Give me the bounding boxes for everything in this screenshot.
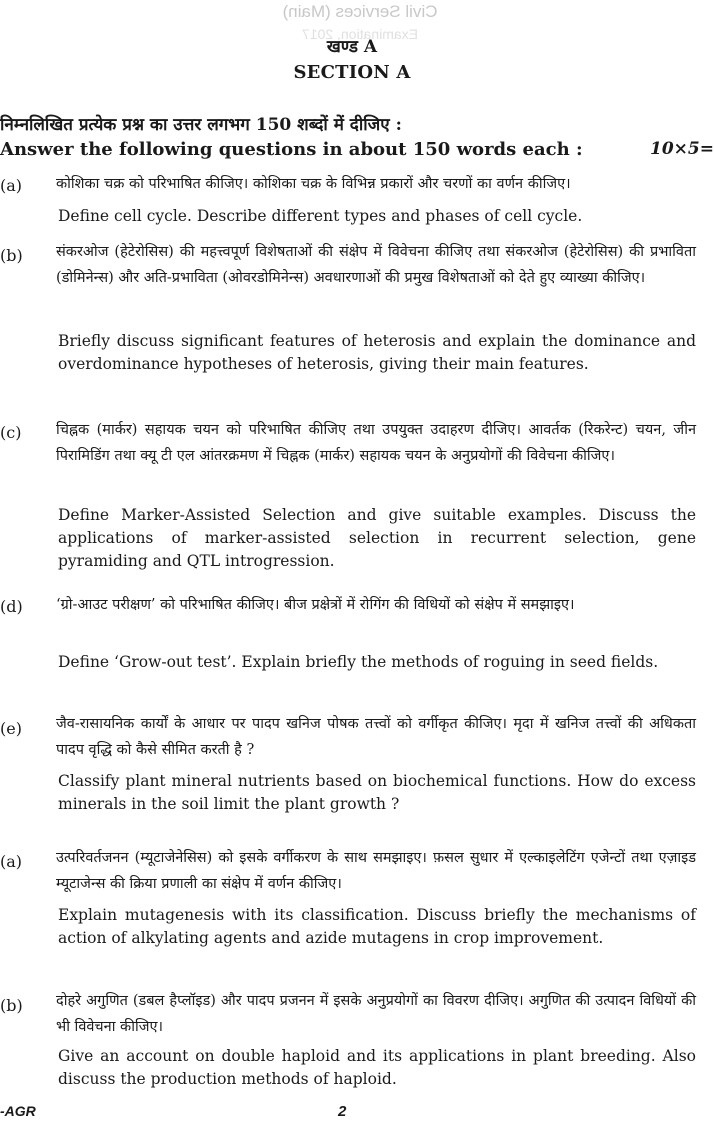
question-label: (d) bbox=[0, 597, 23, 616]
show-through-text-2: Examination, 2017 bbox=[302, 26, 418, 42]
question-text-english: Briefly discuss significant features of heterosis and explain the dominance and overdominance hypotheses of heterosis, giving their main features. bbox=[58, 332, 696, 373]
question-label: (a) bbox=[0, 176, 23, 195]
question-label: (b) bbox=[0, 996, 23, 1015]
question-label: (c) bbox=[0, 423, 22, 442]
show-through-text: Civil Services (Main) bbox=[282, 2, 438, 21]
question-text-hindi: कोशिका चक्र को परिभाषित कीजिए। कोशिका चक्र के विभिन्न प्रकारों और चरणों का वर्णन कीजिए। bbox=[56, 176, 571, 192]
question-text-hindi: ‘ग्रो-आउट परीक्षण’ को परिभाषित कीजिए। बीज प्रक्षेत्रों में रोगिंग की विधियों को संक्षेप में समझाइए। bbox=[56, 597, 575, 613]
question-text-hindi: चिह्नक (मार्कर) सहायक चयन को परिभाषित कीजिए तथा उपयुक्त उदाहरण दीजिए। आवर्तक (रिकरेन्ट) चयन, जीन पिरामिडिंग तथा क्यू टी एल आंतरक्रमण में चिह्नक (मार्कर) सहायक चयन के अनुप्रयोगों की विवेचना कीजिए। bbox=[56, 422, 696, 464]
paper-code: -AGR bbox=[0, 1103, 36, 1119]
question-text-english: Define cell cycle. Describe different types and phases of cell cycle. bbox=[58, 207, 583, 225]
section-heading-english: SECTION A bbox=[293, 62, 411, 83]
marks-allocation: 10×5= bbox=[650, 139, 714, 159]
page-number: 2 bbox=[338, 1103, 347, 1120]
question-text-hindi: दोहरे अगुणित (डबल हैप्लॉइड) और पादप प्रजनन में इसके अनुप्रयोगों का विवरण दीजिए। अगुणित की उत्पादन विधियों की भी विवेचना कीजिए। bbox=[56, 993, 696, 1035]
question-label: (e) bbox=[0, 719, 22, 738]
question-text-english: Define Marker-Assisted Selection and give suitable examples. Discuss the applications of marker-assisted selection in recurrent selection, gene pyramiding and QTL introgression. bbox=[58, 506, 696, 570]
instruction-hindi: निम्नलिखित प्रत्येक प्रश्न का उत्तर लगभग 150 शब्दों में दीजिए : bbox=[0, 115, 402, 135]
question-label: (b) bbox=[0, 246, 23, 265]
question-text-english: Classify plant mineral nutrients based on biochemical functions. How do excess minerals in the soil limit the plant growth ? bbox=[58, 772, 696, 813]
question-text-hindi: जैव-रासायनिक कार्यों के आधार पर पादप खनिज पोषक तत्त्वों को वर्गीकृत कीजिए। मृदा में खनिज तत्त्वों की अधिकता पादप वृद्धि को कैसे सीमित करती है ? bbox=[56, 716, 696, 758]
question-text-hindi: उत्परिवर्तजनन (म्यूटाजेनेसिस) को इसके वर्गीकरण के साथ समझाइए। फ़सल सुधार में एल्काइलेटिंग एजेन्टों तथा एज़ाइड म्यूटाजेन्स की क्रिया प्रणाली का संक्षेप में वर्णन कीजिए। bbox=[56, 850, 696, 892]
question-label: (a) bbox=[0, 852, 23, 871]
question-text-english: Define ‘Grow-out test’. Explain briefly the methods of roguing in seed fields. bbox=[58, 653, 659, 671]
question-text-english: Give an account on double haploid and its applications in plant breeding. Also discuss the production methods of haploid. bbox=[58, 1047, 696, 1088]
section-heading-hindi: खण्ड A bbox=[326, 37, 378, 57]
question-text-english: Explain mutagenesis with its classification. Discuss briefly the mechanisms of action of alkylating agents and azide mutagens in crop improvement. bbox=[58, 906, 696, 947]
instruction-english: Answer the following questions in about 150 words each : bbox=[0, 139, 583, 160]
question-text-hindi: संकरओज (हेटेरोसिस) की महत्त्वपूर्ण विशेषताओं की संक्षेप में विवेचना कीजिए तथा संकरओज (हेटेरोसिस) की प्रभाविता (डोमिनेन्स) और अति-प्रभाविता (ओवरडोमिनेन्स) अवधारणाओं की प्रमुख विशेषताओं को देते हुए व्याख्या कीजिए। bbox=[56, 244, 696, 286]
